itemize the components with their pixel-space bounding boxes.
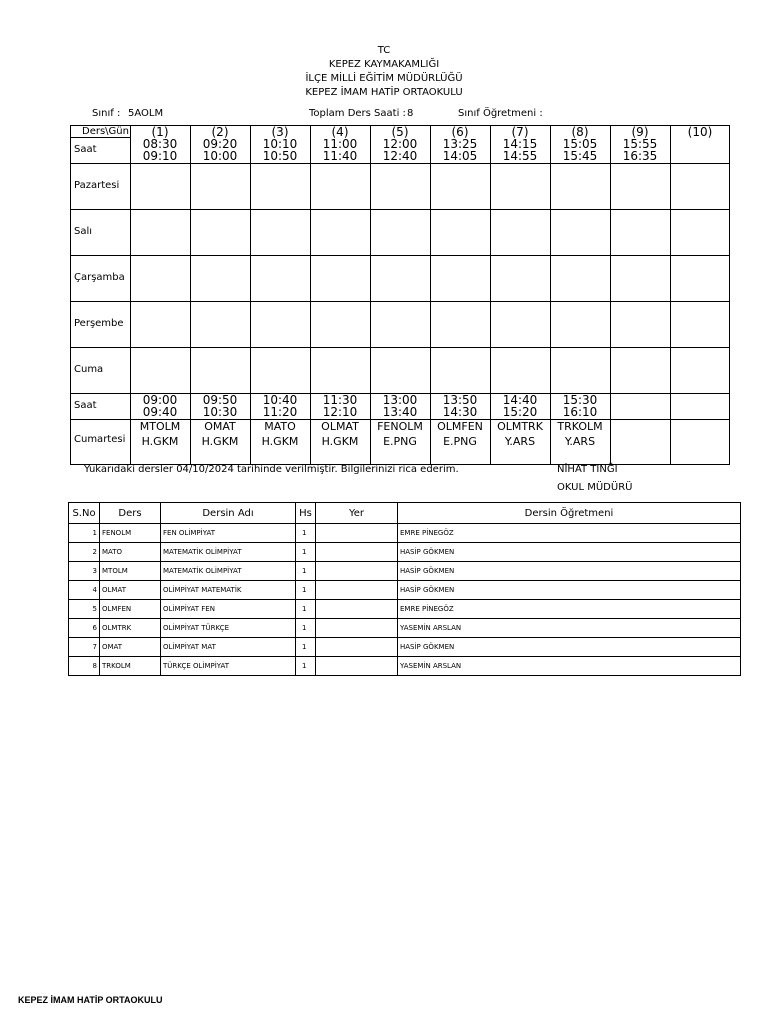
saturday-slot-end: 09:40 bbox=[142, 405, 178, 419]
grid-vline bbox=[70, 125, 71, 465]
lesson-teacher: E.PNG bbox=[443, 435, 477, 448]
lesson-code: OLMFEN bbox=[437, 420, 483, 433]
day-label: Çarşamba bbox=[74, 272, 125, 283]
class-teacher-label: Sınıf Öğretmeni : bbox=[458, 108, 543, 119]
row-teacher: HASİP GÖKMEN bbox=[398, 543, 741, 562]
table-row bbox=[69, 638, 741, 657]
row-hours: 1 bbox=[296, 600, 316, 619]
col-header-teacher: Dersin Öğretmeni bbox=[398, 503, 741, 524]
page-footer: KEPEZ İMAM HATİP ORTAOKULU bbox=[18, 995, 163, 1005]
saturday-slot-start: 11:30 bbox=[322, 393, 358, 407]
slot-start-time: 08:30 bbox=[142, 137, 178, 151]
row-no: 7 bbox=[69, 638, 100, 657]
row-name: MATEMATİK OLİMPİYAT bbox=[161, 562, 296, 581]
lesson-code: OMAT bbox=[204, 420, 236, 433]
slot-end-time: 15:45 bbox=[562, 149, 598, 163]
row-hours: 1 bbox=[296, 619, 316, 638]
slot-number: (3) bbox=[271, 125, 289, 139]
slot-start-time: 12:00 bbox=[382, 137, 418, 151]
col-header-hours: Hs bbox=[296, 503, 316, 524]
saturday-slot-start: 13:50 bbox=[442, 393, 478, 407]
slot-end-time: 10:50 bbox=[262, 149, 298, 163]
lesson-code: TRKOLM bbox=[557, 420, 603, 433]
saturday-slot-end: 15:20 bbox=[502, 405, 538, 419]
lesson-teacher: E.PNG bbox=[383, 435, 417, 448]
saturday-slot-start: 10:40 bbox=[262, 393, 298, 407]
row-name: OLİMPİYAT FEN bbox=[161, 600, 296, 619]
table-row bbox=[69, 562, 741, 581]
row-room bbox=[316, 638, 398, 657]
lesson-teacher: H.GKM bbox=[141, 435, 179, 448]
slot-number: (2) bbox=[211, 125, 229, 139]
col-header-code: Ders bbox=[100, 503, 161, 524]
saturday-slot-end: 13:40 bbox=[382, 405, 418, 419]
row-teacher: EMRE PİNEGÖZ bbox=[398, 600, 741, 619]
issue-note: Yukarıdaki dersler 04/10/2024 tarihinde verilmiştir. Bilgilerinizi rica ederim. bbox=[84, 464, 459, 475]
table-row bbox=[69, 543, 741, 562]
slot-end-time: 09:10 bbox=[142, 149, 178, 163]
saturday-slot-end: 12:10 bbox=[322, 405, 358, 419]
row-hours: 1 bbox=[296, 524, 316, 543]
saturday-slot-start: 09:50 bbox=[202, 393, 238, 407]
header-line-1: TC bbox=[377, 45, 391, 56]
saturday-slot-end: 16:10 bbox=[562, 405, 598, 419]
grid-hline bbox=[70, 209, 730, 210]
slot-start-time: 10:10 bbox=[262, 137, 298, 151]
row-no: 2 bbox=[69, 543, 100, 562]
saturday-slot-end: 14:30 bbox=[442, 405, 478, 419]
row-name: FEN OLİMPİYAT bbox=[161, 524, 296, 543]
table-row bbox=[69, 524, 741, 543]
lesson-code: OLMTRK bbox=[497, 420, 543, 433]
day-label: Cuma bbox=[74, 364, 104, 375]
table-row bbox=[69, 600, 741, 619]
row-room bbox=[316, 600, 398, 619]
slot-end-time: 12:40 bbox=[382, 149, 418, 163]
row-name: OLİMPİYAT MAT bbox=[161, 638, 296, 657]
grid-hline bbox=[70, 255, 730, 256]
grid-hline bbox=[70, 163, 730, 164]
slot-number: (6) bbox=[451, 125, 469, 139]
row-code: FENOLM bbox=[100, 524, 161, 543]
row-teacher: HASİP GÖKMEN bbox=[398, 638, 741, 657]
slot-end-time: 10:00 bbox=[202, 149, 238, 163]
row-code: TRKOLM bbox=[100, 657, 161, 676]
col-header-name: Dersin Adı bbox=[161, 503, 296, 524]
row-no: 6 bbox=[69, 619, 100, 638]
slot-number: (5) bbox=[391, 125, 409, 139]
row-room bbox=[316, 524, 398, 543]
total-hours-value: 8 bbox=[407, 108, 414, 119]
grid-vline bbox=[610, 125, 611, 465]
slot-number: (9) bbox=[631, 125, 649, 139]
principal-name: NİHAT TINĞI bbox=[557, 464, 618, 475]
lesson-teacher: H.GKM bbox=[201, 435, 239, 448]
corner-label-top: Ders\Gün bbox=[82, 126, 129, 137]
slot-start-time: 13:25 bbox=[442, 137, 478, 151]
lesson-teacher: Y.ARS bbox=[504, 435, 536, 448]
slot-end-time: 16:35 bbox=[622, 149, 658, 163]
row-no: 4 bbox=[69, 581, 100, 600]
weekly-timetable bbox=[70, 125, 730, 465]
slot-start-time: 14:15 bbox=[502, 137, 538, 151]
grid-hline bbox=[70, 301, 730, 302]
saturday-slot-end: 10:30 bbox=[202, 405, 238, 419]
row-room bbox=[316, 581, 398, 600]
corner-divider bbox=[70, 137, 130, 138]
slot-number: (10) bbox=[687, 125, 713, 139]
slot-end-time: 11:40 bbox=[322, 149, 358, 163]
saturday-time-label: Saat bbox=[74, 400, 97, 411]
slot-end-time: 14:55 bbox=[502, 149, 538, 163]
grid-vline bbox=[670, 125, 671, 465]
lesson-code: MTOLM bbox=[139, 420, 181, 433]
row-no: 1 bbox=[69, 524, 100, 543]
row-room bbox=[316, 562, 398, 581]
header-line-2: KEPEZ KAYMAKAMLIĞI bbox=[328, 59, 440, 70]
row-hours: 1 bbox=[296, 543, 316, 562]
row-no: 8 bbox=[69, 657, 100, 676]
slot-end-time: 14:05 bbox=[442, 149, 478, 163]
row-hours: 1 bbox=[296, 581, 316, 600]
day-label: Pazartesi bbox=[74, 180, 120, 191]
slot-start-time: 09:20 bbox=[202, 137, 238, 151]
lessons-table-header bbox=[69, 503, 741, 524]
lesson-teacher: H.GKM bbox=[321, 435, 359, 448]
day-label: Perşembe bbox=[74, 318, 124, 329]
row-hours: 1 bbox=[296, 562, 316, 581]
row-name: TÜRKÇE OLİMPİYAT bbox=[161, 657, 296, 676]
lesson-code: FENOLM bbox=[377, 420, 423, 433]
principal-title: OKUL MÜDÜRÜ bbox=[557, 482, 633, 493]
lesson-teacher: Y.ARS bbox=[564, 435, 596, 448]
row-teacher: YASEMİN ARSLAN bbox=[398, 657, 741, 676]
slot-number: (4) bbox=[331, 125, 349, 139]
saturday-slot-start: 14:40 bbox=[502, 393, 538, 407]
row-name: MATEMATİK OLİMPİYAT bbox=[161, 543, 296, 562]
table-row bbox=[69, 657, 741, 676]
lesson-teacher: H.GKM bbox=[261, 435, 299, 448]
row-hours: 1 bbox=[296, 657, 316, 676]
row-no: 3 bbox=[69, 562, 100, 581]
table-row bbox=[69, 619, 741, 638]
row-code: MTOLM bbox=[100, 562, 161, 581]
col-header-no: S.No bbox=[69, 503, 100, 524]
header-line-4: KEPEZ İMAM HATİP ORTAOKULU bbox=[305, 87, 463, 98]
row-room bbox=[316, 619, 398, 638]
row-name: OLİMPİYAT TÜRKÇE bbox=[161, 619, 296, 638]
class-label: Sınıf : bbox=[92, 108, 121, 119]
row-code: MATO bbox=[100, 543, 161, 562]
col-header-room: Yer bbox=[316, 503, 398, 524]
slot-number: (1) bbox=[151, 125, 169, 139]
row-name: OLİMPİYAT MATEMATİK bbox=[161, 581, 296, 600]
document-header bbox=[0, 44, 768, 100]
slot-number: (7) bbox=[511, 125, 529, 139]
saturday-slot-start: 09:00 bbox=[142, 393, 178, 407]
header-line-3: İLÇE MİLLİ EĞİTİM MÜDÜRLÜĞÜ bbox=[305, 73, 463, 84]
row-code: OLMTRK bbox=[100, 619, 161, 638]
row-code: OMAT bbox=[100, 638, 161, 657]
corner-label-bottom: Saat bbox=[74, 144, 97, 155]
row-teacher: EMRE PİNEGÖZ bbox=[398, 524, 741, 543]
lessons-table bbox=[68, 502, 740, 676]
slot-start-time: 11:00 bbox=[322, 137, 358, 151]
table-row bbox=[69, 581, 741, 600]
day-label: Salı bbox=[74, 226, 93, 237]
slot-number: (8) bbox=[571, 125, 589, 139]
row-hours: 1 bbox=[296, 638, 316, 657]
grid-vline bbox=[729, 125, 730, 465]
row-teacher: HASİP GÖKMEN bbox=[398, 562, 741, 581]
lesson-code: MATO bbox=[264, 420, 296, 433]
row-room bbox=[316, 657, 398, 676]
row-teacher: HASİP GÖKMEN bbox=[398, 581, 741, 600]
saturday-slot-start: 13:00 bbox=[382, 393, 418, 407]
total-hours-label: Toplam Ders Saati : bbox=[309, 108, 406, 119]
row-code: OLMFEN bbox=[100, 600, 161, 619]
row-teacher: YASEMİN ARSLAN bbox=[398, 619, 741, 638]
saturday-label: Cumartesi bbox=[74, 434, 126, 445]
row-no: 5 bbox=[69, 600, 100, 619]
class-value: 5AOLM bbox=[128, 108, 164, 119]
saturday-slot-end: 11:20 bbox=[262, 405, 298, 419]
slot-start-time: 15:55 bbox=[622, 137, 658, 151]
lesson-code: OLMAT bbox=[321, 420, 359, 433]
row-room bbox=[316, 543, 398, 562]
saturday-slot-start: 15:30 bbox=[562, 393, 598, 407]
slot-start-time: 15:05 bbox=[562, 137, 598, 151]
row-code: OLMAT bbox=[100, 581, 161, 600]
grid-hline bbox=[70, 347, 730, 348]
